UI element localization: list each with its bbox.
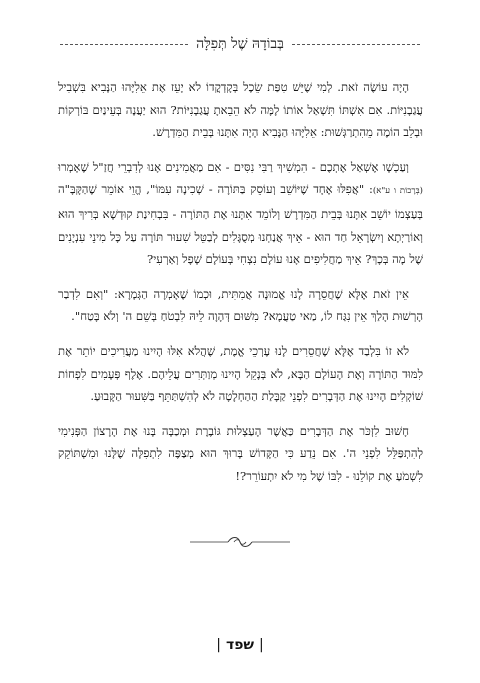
paragraph-1: הָיָה עוֹשֶׂה זֹאת. לְמִי שֶׁיֵּשׁ טִפַּת שֵׂכֶל בְּקָדְקֳדוֹ לֹא יָעֵז אֶת אֵלִיָּהוּ הַנָּבִיא בִּשְׁבִיל עֲגַבָנִיּוֹת. אִם אִשְׁתּוֹ תִּשְׁאַל אוֹתוֹ לָמָּה לֹא הֵבֵאתָ עֲגַבָנִיּוֹת? הוּא יַעֲנֶה בְּעֵינַיִם בּוֹרְקוֹת וּבְלֵב הוֹמֶה מֵהִתְרַגְּשׁוּת: אֵלִיָּהוּ הַנָּבִיא הָיָה אִתָּנוּ בְּבֵית הַמִּדְרָשׁ. bbox=[58, 80, 423, 140]
source-citation: (בְּרָכוֹת ו ע"א) bbox=[372, 186, 423, 197]
page-number: |שפד| bbox=[216, 637, 264, 653]
body-text bbox=[58, 76, 423, 500]
header-rule-left bbox=[60, 44, 188, 45]
header-rule-right bbox=[292, 44, 420, 45]
paragraph-5: חָשׁוּב לִזְכֹּר אֶת הַדְּבָרִים כַּאֲשֶׁר הָעַצְלוּת גּוֹבֶרֶת וּמְכַבָּה בָּנוּ אֶת הָרָצוֹן הַפְּנִימִי לְהִתְפַּלֵּל לִפְנֵי ה'. אִם נֵדַע כִּי הַקָּדוֹשׁ בָּרוּךְ הוּא מְצַפֶּה לִתְפִלָּה שֶׁלָּנוּ וּמִשְׁתּוֹקֵק לִשְׁמֹעַ אֶת קוֹלֵנוּ - לִבּוֹ שֶׁל מִי לֹא יִתְעוֹרֵר?! bbox=[58, 423, 423, 483]
paragraph-3: אֵין זֹאת אֶלָּא שֶׁחֲסֵרָה לָנוּ אֱמוּנָה אֲמִתִּית, וּכְמוֹ שֶׁאָמְרָה הַגְּמָרָא: "וְאִם לִדְבַר הָרְשׁוּת הָלַךְ אֵין נִגַּח לוֹ, מַאי טַעֲמָא? מִשּׁוּם דְּהָוָה לֵיהּ לִבְטֹחַ בְּשֵׁם ה' וְלֹא בָּטַח". bbox=[58, 286, 423, 324]
paragraph-2: וְעַכְשָׁו אֶשְׁאַל אֶתְכֶם - הִמְשִׁיךְ רַבִּי נִסִּים - אִם מַאֲמִינִים אָנוּ לְדִבְרֵי חֲזַ"ל שֶׁאָמְרוּ (בְּרָכוֹת ו ע"א): "אֲפִלּוּ אֶחָד שֶׁיּוֹשֵׁב וְעוֹסֵק בַּתּוֹרָה - שְׁכִינָה עִמּוֹ", הֱוֵי אוֹמֵר שֶׁהַקָּבָּ"ה בְּעַצְמוֹ יוֹשֵׁב אִתָּנוּ בְּבֵית הַמִּדְרָשׁ וְלוֹמֵד אִתָּנוּ אֶת הַתּוֹרָה - בִּבְחִינַת קוּדְשָׁא בְּרִיךְ הוּא וְאוֹרַיְתָא וְיִשְׂרָאֵל חַד הוּא - אֵיךְ אֲנַחְנוּ מְסֻגָּלִים לְבַטֵּל שִׁעוּר תּוֹרָה עַל כָּל מִינֵי עִנְיָנִים שֶׁל מָה בְּכָךְ? אֵיךְ מַחֲלִיפִים אָנוּ עוֹלָם נִצְחִי בְּעוֹלָם שָׁפָל וְאַרְעִי? bbox=[58, 159, 423, 267]
flourish-divider-icon bbox=[190, 535, 290, 549]
running-header-title: בְּבוֹדָהּ שֶׁל תְּפִלָּה bbox=[196, 35, 284, 52]
running-header bbox=[60, 34, 420, 54]
paragraph-4: לֹא זוֹ בִּלְבַד אֶלָּא שֶׁחֲסֵרִים לָנוּ עֶרְכֵי אֱמֶת, שֶׁהֲלֹא אִלּוּ הָיִינוּ מַעֲרִיכִים יוֹתֵר אֶת לִמּוּד הַתּוֹרָה וְאֶת הָעוֹלָם הַבָּא, לֹא בְּנָקֵל הָיִינוּ מְוַתְּרִים עֲלֵיהֶם. אֶלֶף פְּעָמִים לִפְחוֹת שׁוֹקְלִים הָיִינוּ אֶת הַדְּבָרִים לִפְנֵי קַבָּלַת הַהַחְלָטָה לֹא לְהִשְׁתַּתֵּף בַּשִּׁעוּר הַקָּבוּעַ. bbox=[58, 343, 423, 404]
